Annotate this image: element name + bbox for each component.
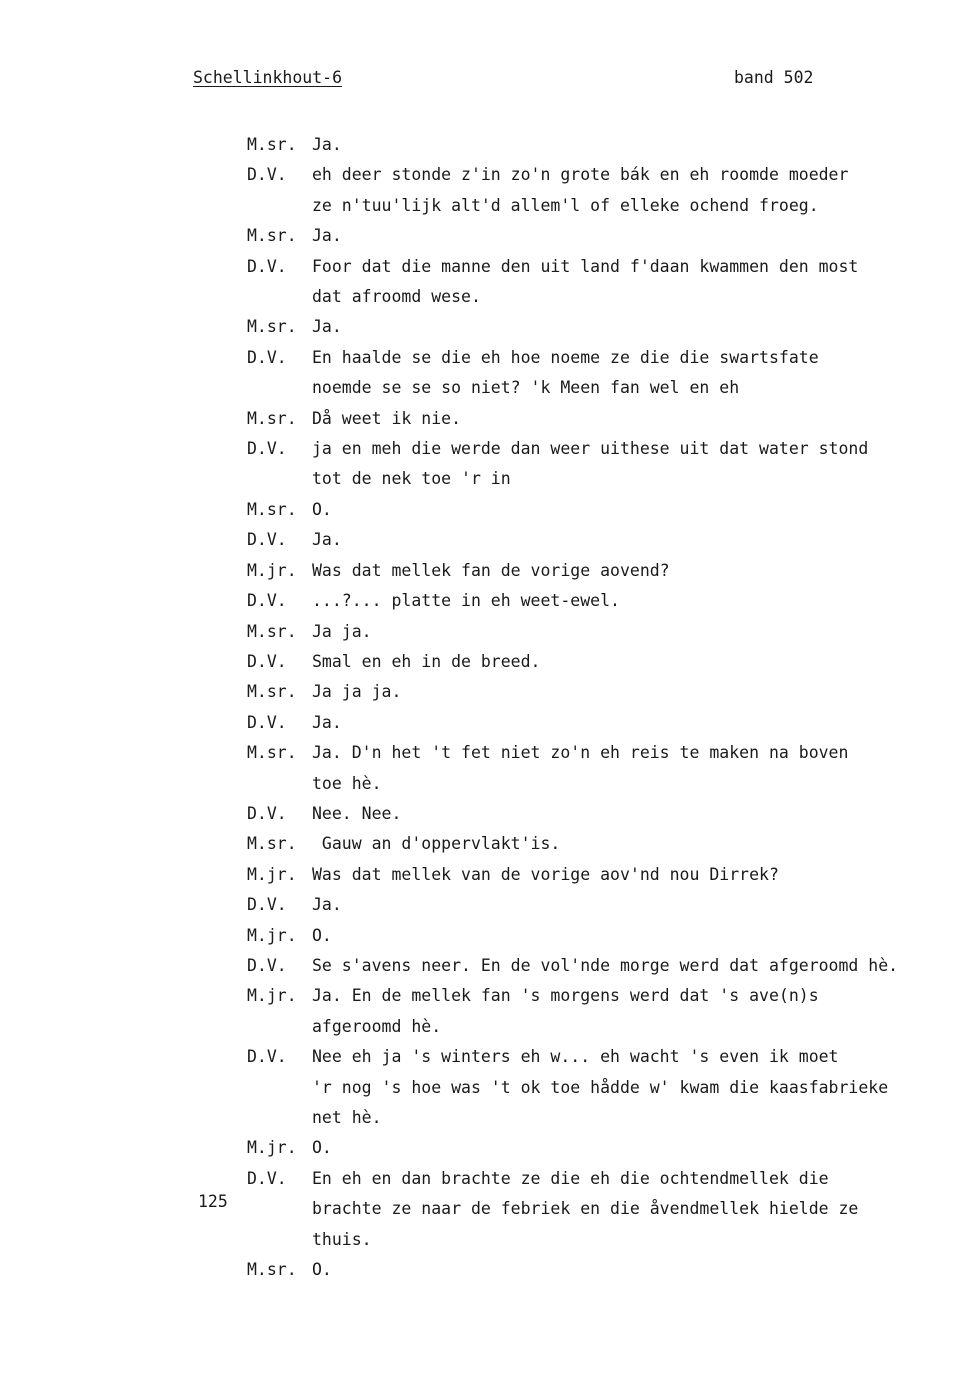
transcript-turn xyxy=(247,799,947,829)
speaker-label: D.V. xyxy=(247,712,287,732)
utterance-line: net hè. xyxy=(312,1108,382,1127)
utterance-line: thuis. xyxy=(312,1229,372,1249)
speaker-label: M.sr. xyxy=(247,834,297,854)
utterance xyxy=(312,1255,947,1285)
utterance-line: ...?... platte in eh weet-ewel. xyxy=(312,591,620,611)
utterance xyxy=(312,252,947,313)
speaker-label: M.jr. xyxy=(247,864,297,884)
utterance-line: Foor dat die manne den uit land f'daan kwammen den most xyxy=(312,256,859,276)
speaker-label: D.V. xyxy=(247,165,287,185)
transcript-turn xyxy=(247,130,947,160)
utterance-line: Ja. xyxy=(312,895,342,915)
utterance xyxy=(312,981,947,1042)
transcript xyxy=(247,130,947,1285)
utterance-line: brachte ze naar de febriek en die åvendmellek hielde ze xyxy=(312,1199,859,1219)
utterance-line: En eh en dan brachte ze die eh die ochtendmellek die xyxy=(312,1168,829,1188)
transcript-turn xyxy=(247,981,947,1042)
margin-page-number: 125 xyxy=(198,1192,228,1211)
utterance-line: Då weet ik nie. xyxy=(312,408,462,428)
speaker-label: D.V. xyxy=(247,955,287,975)
utterance-line: Was dat mellek van de vorige aov'nd nou Dirrek? xyxy=(312,864,779,884)
utterance-line: tot de nek toe 'r in xyxy=(312,469,511,489)
utterance-line: Ja. xyxy=(312,712,342,732)
utterance xyxy=(312,647,947,677)
utterance-line: Nee. Nee. xyxy=(312,803,402,823)
utterance-line: toe hè. xyxy=(312,773,382,793)
utterance-line: Ja. D'n het 't fet niet zo'n eh reis te maken na boven xyxy=(312,743,849,763)
transcript-turn xyxy=(247,252,947,313)
speaker-label: M.sr. xyxy=(247,408,297,428)
utterance-line: Smal en eh in de breed. xyxy=(312,651,541,671)
utterance xyxy=(312,586,947,616)
transcript-turn xyxy=(247,1133,947,1163)
utterance xyxy=(312,860,947,890)
utterance-line: Ja. xyxy=(312,226,342,246)
transcript-turn xyxy=(247,221,947,251)
speaker-label: D.V. xyxy=(247,347,287,367)
utterance xyxy=(312,617,947,647)
speaker-label: M.jr. xyxy=(247,560,297,580)
utterance xyxy=(312,921,947,951)
utterance-line: dat afroomd wese. xyxy=(312,287,481,307)
band-number: band 502 xyxy=(734,68,814,87)
utterance xyxy=(312,799,947,829)
utterance-line: O. xyxy=(312,499,332,519)
speaker-label: D.V. xyxy=(247,530,287,550)
utterance-line: eh deer stonde z'in zo'n grote bák en eh roomde moeder xyxy=(312,165,849,185)
utterance xyxy=(312,404,947,434)
utterance-line: Ja. xyxy=(312,135,342,154)
utterance xyxy=(312,556,947,586)
speaker-label: M.sr. xyxy=(247,226,297,246)
utterance-line: ze n'tuu'lijk alt'd allem'l of elleke ochend froeg. xyxy=(312,195,819,215)
utterance-line: Nee eh ja 's winters eh w... eh wacht 's even ik moet xyxy=(312,1047,839,1067)
speaker-label: D.V. xyxy=(247,803,287,823)
utterance xyxy=(312,434,947,495)
utterance-line: Ja. xyxy=(312,317,342,337)
utterance xyxy=(312,1042,947,1133)
utterance-line: Ja. xyxy=(312,530,342,550)
utterance xyxy=(312,495,947,525)
utterance xyxy=(312,343,947,404)
transcript-turn xyxy=(247,312,947,342)
utterance xyxy=(312,1164,947,1255)
utterance-line: Ja ja. xyxy=(312,621,372,641)
transcript-turn xyxy=(247,1042,947,1133)
utterance xyxy=(312,708,947,738)
transcript-turn xyxy=(247,495,947,525)
transcript-turn xyxy=(247,738,947,799)
transcript-turn xyxy=(247,617,947,647)
utterance-line: O. xyxy=(312,1260,332,1280)
transcript-turn xyxy=(247,160,947,221)
transcript-turn xyxy=(247,647,947,677)
utterance-line: Ja. En de mellek fan 's morgens werd dat 's ave(n)s xyxy=(312,986,819,1006)
transcript-turn xyxy=(247,404,947,434)
speaker-label: M.sr. xyxy=(247,1260,297,1280)
speaker-label: D.V. xyxy=(247,591,287,611)
speaker-label: D.V. xyxy=(247,1168,287,1188)
speaker-label: M.sr. xyxy=(247,621,297,641)
utterance-line: afgeroomd hè. xyxy=(312,1016,442,1036)
transcript-turn xyxy=(247,860,947,890)
transcript-turn xyxy=(247,525,947,555)
speaker-label: M.sr. xyxy=(247,682,297,702)
utterance-line: noemde se se so niet? 'k Meen fan wel en eh xyxy=(312,378,740,398)
utterance-line: Was dat mellek fan de vorige aovend? xyxy=(312,560,670,580)
speaker-label: M.sr. xyxy=(247,743,297,763)
transcript-turn xyxy=(247,434,947,495)
transcript-turn xyxy=(247,1255,947,1285)
utterance xyxy=(312,160,947,221)
speaker-label: M.jr. xyxy=(247,986,297,1006)
utterance-line: Se s'avens neer. En de vol'nde morge werd dat afgeroomd hè. xyxy=(312,955,899,975)
speaker-label: D.V. xyxy=(247,651,287,671)
utterance-line: O. xyxy=(312,1138,332,1158)
transcript-turn xyxy=(247,1164,947,1255)
utterance xyxy=(312,738,947,799)
speaker-label: M.jr. xyxy=(247,1138,297,1158)
speaker-label: M.sr. xyxy=(247,135,297,154)
document-title: Schellinkhout-6 xyxy=(193,68,343,87)
speaker-label: D.V. xyxy=(247,439,287,459)
speaker-label: M.jr. xyxy=(247,925,297,945)
utterance-line: O. xyxy=(312,925,332,945)
utterance-line: 'r nog 's hoe was 't ok toe hådde w' kwam die kaasfabrieke xyxy=(312,1077,889,1097)
utterance xyxy=(312,221,947,251)
utterance xyxy=(312,525,947,555)
transcript-turn xyxy=(247,343,947,404)
transcript-turn xyxy=(247,586,947,616)
utterance xyxy=(312,890,947,920)
utterance-line: ja en meh die werde dan weer uithese uit dat water stond xyxy=(312,439,869,459)
transcript-turn xyxy=(247,708,947,738)
utterance xyxy=(312,1133,947,1163)
transcript-turn xyxy=(247,890,947,920)
speaker-label: D.V. xyxy=(247,895,287,915)
utterance xyxy=(312,312,947,342)
transcript-turn xyxy=(247,556,947,586)
utterance xyxy=(312,951,947,981)
speaker-label: M.sr. xyxy=(247,499,297,519)
transcript-turn xyxy=(247,829,947,859)
utterance-line: Ja ja ja. xyxy=(312,682,402,702)
transcript-turn xyxy=(247,677,947,707)
transcript-turn xyxy=(247,951,947,981)
transcript-turn xyxy=(247,921,947,951)
utterance-line: Gauw an d'oppervlakt'is. xyxy=(312,834,561,854)
utterance-line: En haalde se die eh hoe noeme ze die die swartsfate xyxy=(312,347,819,367)
speaker-label: D.V. xyxy=(247,1047,287,1067)
utterance xyxy=(312,829,947,859)
speaker-label: D.V. xyxy=(247,256,287,276)
utterance xyxy=(312,677,947,707)
speaker-label: M.sr. xyxy=(247,317,297,337)
utterance xyxy=(312,130,947,160)
